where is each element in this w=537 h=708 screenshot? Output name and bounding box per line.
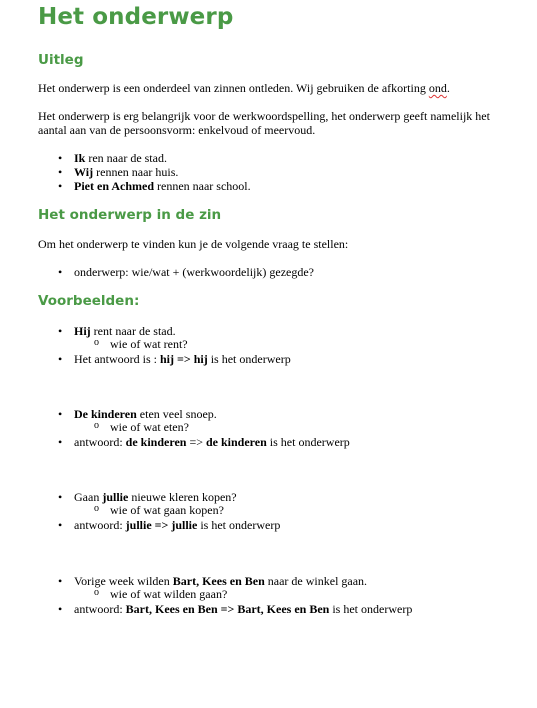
- example-question: o wie of wat eten?: [110, 420, 189, 434]
- example-sentence: [74, 324, 176, 338]
- text: is het onderwerp: [197, 518, 281, 532]
- text: Het antwoord is :: [74, 352, 160, 366]
- abbreviation-ond: ond: [428, 81, 447, 95]
- example-answer: [74, 352, 291, 366]
- heading-in-de-zin: Het onderwerp in de zin: [38, 207, 222, 223]
- bold-text: Bart, Kees en Ben: [125, 602, 218, 616]
- text: antwoord:: [74, 518, 126, 532]
- example-answer: [74, 435, 350, 449]
- example-question: o wie of wat rent?: [110, 337, 188, 351]
- example-question: o wie of wat gaan kopen?: [110, 503, 224, 517]
- paragraph-uitleg-2: Het onderwerp is erg belangrijk voor de werkwoordspelling, het onderwerp geeft namelijk het aantal aan van de persoonsvorm: enkelvoud of meervoud.: [38, 109, 490, 137]
- text: =>: [186, 435, 206, 449]
- bold-text: de kinderen: [206, 435, 267, 449]
- list-item: • Wij rennen naar huis.: [74, 165, 178, 179]
- text: is het onderwerp: [207, 352, 291, 366]
- text: rent naar de stad.: [90, 324, 176, 338]
- bold-text: de kinderen: [125, 435, 187, 449]
- heading-voorbeelden: Voorbeelden:: [38, 293, 140, 309]
- text: Vorige week wilden: [74, 574, 173, 588]
- text: eten veel snoep.: [136, 407, 217, 421]
- list-item: • Piet en Achmed rennen naar school.: [74, 179, 251, 193]
- text: is het onderwerp: [329, 602, 413, 616]
- list-item: • Ik ren naar de stad.: [74, 151, 167, 165]
- text: Gaan: [74, 490, 103, 504]
- text: is het onderwerp: [266, 435, 350, 449]
- bold-text: =>: [151, 518, 172, 532]
- bold-text: Hij: [74, 324, 91, 338]
- bold-text: =>: [217, 602, 238, 616]
- example-sentence: [74, 574, 367, 588]
- example-question: o wie of wat wilden gaan?: [110, 587, 227, 601]
- bold-text: De kinderen: [74, 407, 137, 421]
- bold-text: jullie: [102, 490, 129, 504]
- list-item-question: • onderwerp: wie/wat + (werkwoordelijk) gezegde?: [74, 265, 314, 279]
- paragraph-end: .: [446, 81, 450, 95]
- paragraph-text: Het onderwerp is een onderdeel van zinnen ontleden. Wij gebruiken de afkorting: [38, 81, 429, 95]
- bold-text: hij: [193, 352, 208, 366]
- bold-text: =>: [174, 352, 194, 366]
- example-answer: [74, 518, 280, 532]
- text: antwoord:: [74, 602, 126, 616]
- paragraph-uitleg-1: [38, 81, 500, 95]
- bold-text: Bart, Kees en Ben: [237, 602, 330, 616]
- text: naar de winkel gaan.: [264, 574, 368, 588]
- example-answer: [74, 602, 412, 616]
- bold-text: jullie: [125, 518, 152, 532]
- heading-uitleg: Uitleg: [38, 52, 84, 68]
- page-title: Het onderwerp: [38, 4, 234, 30]
- text: nieuwe kleren kopen?: [128, 490, 237, 504]
- paragraph-in-de-zin: Om het onderwerp te vinden kun je de volgende vraag te stellen:: [38, 237, 349, 251]
- bold-text: jullie: [171, 518, 198, 532]
- text: antwoord:: [74, 435, 126, 449]
- bold-text: hij: [160, 352, 175, 366]
- bold-text: Bart, Kees en Ben: [172, 574, 265, 588]
